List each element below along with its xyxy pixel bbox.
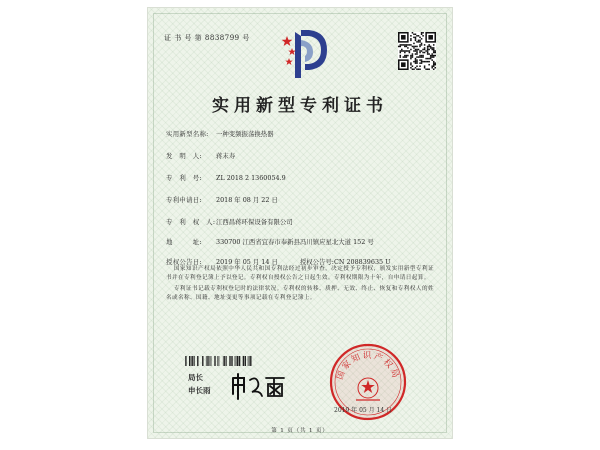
field-label: 授权公告号:: [299, 258, 334, 266]
field-value: 2018 年 08 月 22 日: [216, 196, 278, 204]
certificate-number: [164, 33, 250, 43]
page-footer-note: 第 1 页（共 1 页）: [271, 428, 329, 434]
field-value: 330700 江西省宜春市奉新县冯川镇应星北大道 152 号: [216, 238, 374, 246]
seal-text: 国家知识产权局: [335, 351, 401, 382]
certificate-number-value: 8838799: [204, 34, 240, 42]
patent-office-logo-icon: [279, 24, 331, 80]
field-label: 专利申请日:: [166, 196, 202, 204]
certificate-title: 实用新型专利证书: [212, 96, 388, 116]
certificate-body-text: [166, 265, 434, 305]
field-value: 蒋末寿: [216, 152, 236, 160]
field-label: 地 址:: [166, 238, 202, 246]
barcode-icon: [184, 356, 254, 366]
qr-code-icon: [398, 32, 436, 70]
handwritten-signature-icon: [230, 372, 286, 400]
patent-certificate: [148, 8, 452, 438]
certificate-number-suffix: 号: [242, 34, 250, 42]
signature-title-director: 局长: [188, 373, 203, 382]
field-value: 2019 年 05 月 14 日: [216, 258, 278, 266]
field-value: 一种变频振荡换热器: [216, 130, 274, 138]
field-address: [166, 237, 374, 246]
signature-title-name: 申长雨: [188, 386, 211, 395]
field-application-date: [166, 195, 278, 204]
field-label: 发 明 人:: [166, 152, 202, 160]
field-utility-model-name: [166, 129, 274, 138]
field-patent-number: [166, 173, 286, 182]
seal-date: 2019 年 05 月 14 日: [334, 407, 393, 414]
field-value: ZL 2018 2 1360054.9: [216, 174, 286, 182]
field-value: CN 208839635 U: [333, 258, 391, 266]
field-value: 江西昌蒋环保设备有限公司: [216, 218, 293, 226]
field-inventor: [166, 151, 235, 160]
certificate-number-label: 证 书 号 第: [164, 34, 203, 42]
paragraph: 国家知识产权局依照中华人民共和国专利法经过初步审查，决定授予专利权，颁发实用新型专利证书并在专利登记簿上予以登记。专利权自授权公告之日起生效。专利权期限为十年，自申请日起算。: [166, 266, 434, 281]
field-patentee: [166, 217, 293, 226]
paragraph: 专利证书记载专利权登记时的法律状况。专利权的转移、质押、无效、终止、恢复和专利权人的姓名或名称、国籍、地址变更等事项记载在专利登记簿上。: [166, 286, 434, 301]
field-label: 实用新型名称:: [166, 130, 209, 138]
field-label: 专 利 号:: [166, 174, 202, 182]
field-label: 授权公告日:: [166, 258, 202, 266]
field-label: 专 利 权 人:: [166, 218, 216, 226]
